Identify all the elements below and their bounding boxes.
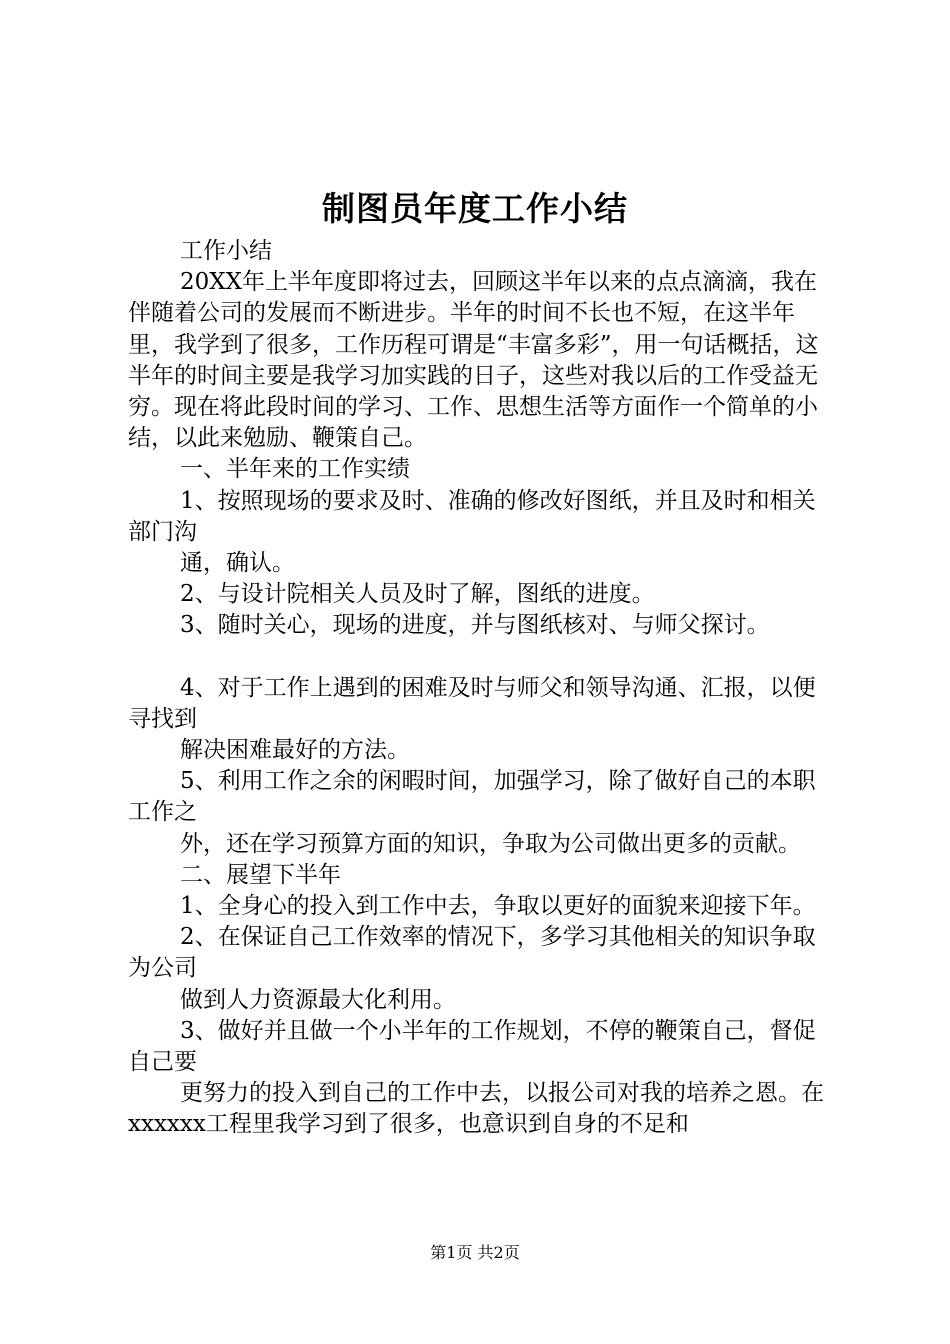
paragraph: 5、利用工作之余的闲暇时间，加强学习，除了做好自己的本职工作之 [128,768,816,826]
paragraph: 20XX年上半年度即将过去，回顾这半年以来的点点滴滴，我在伴随着公司的发展而不断进步。半年的时间不长也不短，在这半年里，我学到了很多，工作历程可谓是“丰富多彩”，用一句话概括，这半年的时间主要是我学习加实践的日子，这些对我以后的工作受益无穷。现在将此段时间的学习、工作、思想生活等方面作一个简单的小结，以此来勉励、鞭策自己。 [128,269,819,452]
paragraph: 4、对于工作上遇到的困难及时与师父和领导沟通、汇报，以便寻找到 [128,674,816,732]
page-footer: 第1页 共2页 [430,1243,520,1262]
paragraph: 1、全身心的投入到工作中去，争取以更好的面貌来迎接下年。 [180,893,816,920]
paragraph: 1、按照现场的要求及时、准确的修改好图纸，并且及时和相关部门沟 [128,487,816,545]
paragraph: 3、随时关心，现场的进度，并与图纸核对、与师父探讨。 [180,612,770,639]
document-body [128,236,833,1141]
paragraph: 工作小结 [180,238,272,264]
paragraph: 解决困难最好的方法。 [180,737,410,764]
paragraph: 做到人力资源最大化利用。 [180,986,456,1013]
paragraph: 更努力的投入到自己的工作中去，以报公司对我的培养之恩。在xxxxxx工程里我学习到了很多，也意识到自身的不足和 [128,1080,824,1138]
blank-line [128,642,833,673]
paragraph: 2、在保证自己工作效率的情况下，多学习其他相关的知识争取为公司 [128,924,816,982]
paragraph: 2、与设计院相关人员及时了解，图纸的进度。 [180,581,655,608]
section-heading: 一、半年来的工作实绩 [180,456,410,483]
paragraph: 3、做好并且做一个小半年的工作规划，不停的鞭策自己，督促自己要 [128,1017,816,1076]
section-heading: 二、展望下半年 [180,861,341,888]
document-title: 制图员年度工作小结 [322,189,628,228]
paragraph: 外，还在学习预算方面的知识，争取为公司做出更多的贡献。 [180,830,801,857]
paragraph: 通，确认。 [180,550,295,577]
